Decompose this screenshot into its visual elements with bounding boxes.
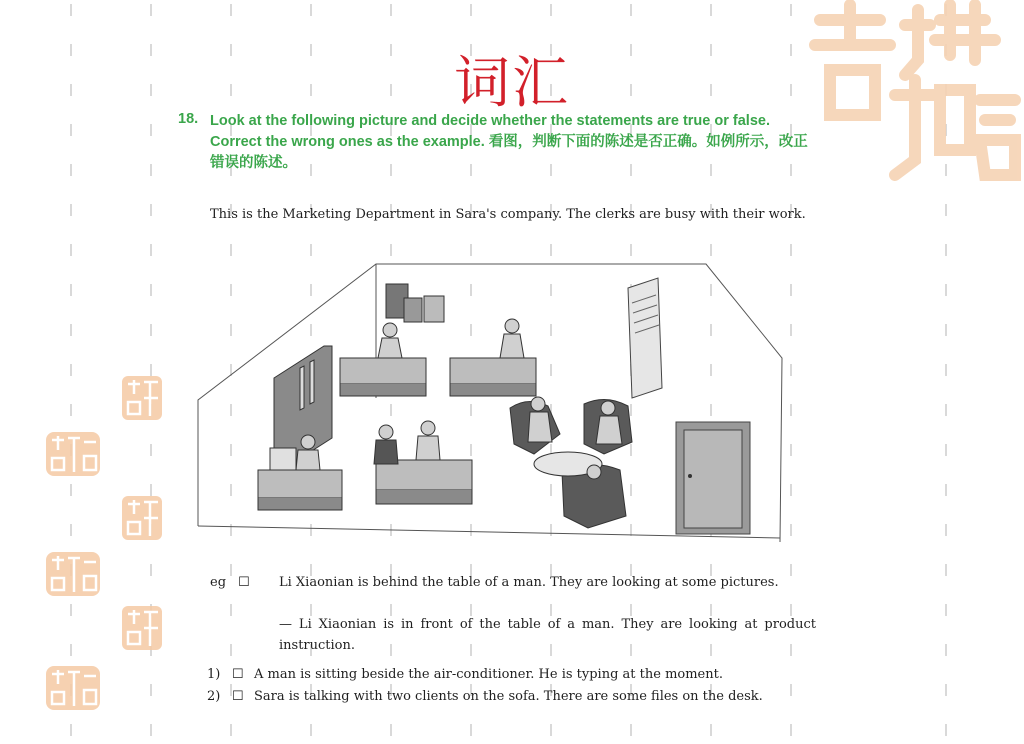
example-label bbox=[210, 572, 250, 593]
example-checkbox[interactable]: ☐ bbox=[238, 575, 250, 590]
item-checkbox[interactable]: ☐ bbox=[232, 689, 244, 704]
instruction-cn: 看图，判断下面的陈述是否正确。如例所示，改正错误的陈述。 bbox=[210, 134, 808, 171]
office-illustration bbox=[192, 258, 792, 542]
seal-stamp-decoration bbox=[120, 374, 164, 422]
seal-stamp-decoration bbox=[120, 604, 164, 652]
question-number: 18. bbox=[178, 111, 199, 127]
seal-stamp-decoration bbox=[120, 494, 164, 542]
item-number: 1) bbox=[207, 667, 221, 682]
seal-stamp-decoration bbox=[44, 430, 102, 478]
seal-stamp-decoration bbox=[44, 664, 102, 712]
intro-paragraph: This is the Marketing Department in Sara's company. The clerks are busy with their work. bbox=[210, 207, 806, 222]
item-statement: Sara is talking with two clients on the sofa. There are some files on the desk. bbox=[254, 689, 763, 704]
example-statement: Li Xiaonian is behind the table of a man. They are looking at some pictures. bbox=[279, 575, 779, 590]
item-checkbox[interactable]: ☐ bbox=[232, 667, 244, 682]
question-instruction bbox=[210, 111, 820, 174]
page-title: 词汇 bbox=[454, 51, 570, 116]
example-correction: — Li Xiaonian is in front of the table of a man. They are looking at product instruction. bbox=[279, 617, 816, 653]
seal-stamp-decoration bbox=[44, 550, 102, 598]
example-label-text: eg bbox=[210, 575, 227, 590]
instruction-en: Look at the following picture and decide whether the statements are true or false. Correct the wrong ones as the example. bbox=[210, 113, 770, 150]
item-number: 2) bbox=[207, 689, 221, 704]
item-statement: A man is sitting beside the air-conditioner. He is typing at the moment. bbox=[254, 667, 723, 682]
